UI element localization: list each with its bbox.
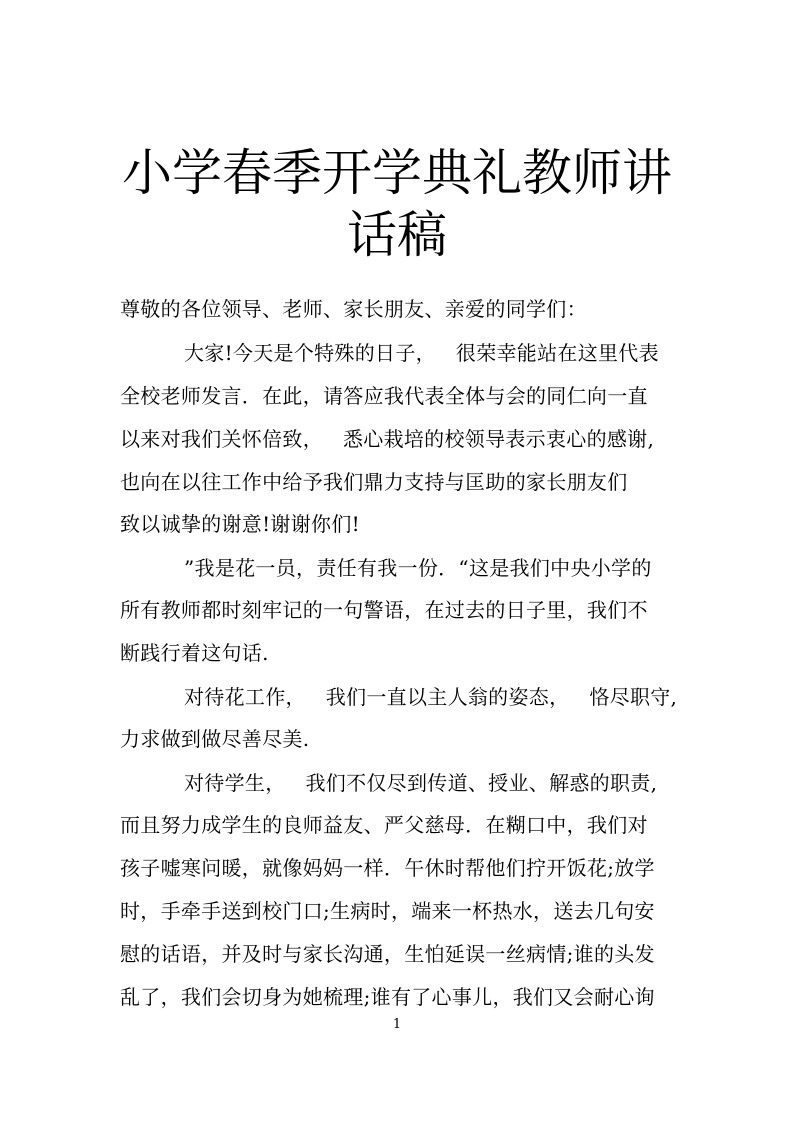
body-text-line: 力求做到做尽善尽美. [120,727,310,751]
body-text-line: 对待学生， 我们不仅尽到传道、授业、解惑的职责, [184,771,658,795]
body-text-line: 所有教师都时刻牢记的一句警语，在过去的日子里，我们不 [120,598,648,622]
body-text-line: 以来对我们关怀倍致， 悉心栽培的校领导表示衷心的感谢, [120,427,655,451]
body-text-line: 对待花工作， 我们一直以主人翁的姿态， 恪尽职守, [184,685,678,709]
body-text-line: 孩子嘘寒问暖，就像妈妈一样．午休时帮他们拧开饭花;放学 [120,856,655,880]
body-text-line: 全校老师发言．在此，请答应我代表全体与会的同仁向一直 [120,384,648,408]
body-text-line: 断践行着这句话. [120,641,269,665]
body-text-line: 时，手牵手送到校门口;生病时，端来一杯热水，送去几句安 [120,899,655,923]
body-text-line: 大家!今天是个特殊的日子， 很荣幸能站在这里代表 [184,341,659,365]
body-text-line: 也向在以往工作中给予我们鼎力支持与匡助的家长朋友们 [120,470,628,494]
body-text-line: ”我是花一员，责任有我一份．“这是我们中央小学的 [184,556,652,580]
page-number: 1 [392,1017,402,1032]
document-title-line-2: 话稿 [347,206,447,264]
salutation-line: 尊敬的各位领导、老师、家长朋友、亲爱的同学们： [120,297,587,321]
body-text-line: 慰的话语，并及时与家长沟通，生怕延误一丝病情;谁的头发 [120,942,655,966]
body-text-line: 乱了，我们会切身为她梳理;谁有了心事儿，我们又会耐心询 [120,985,655,1009]
document-title-line-1: 小学春季开学典礼教师讲 [122,144,672,202]
body-text-line: 而且努力成学生的良师益友、严父慈母．在糊口中，我们对 [120,813,648,837]
body-text-line: 致以诚挚的谢意!谢谢你们! [120,512,360,536]
